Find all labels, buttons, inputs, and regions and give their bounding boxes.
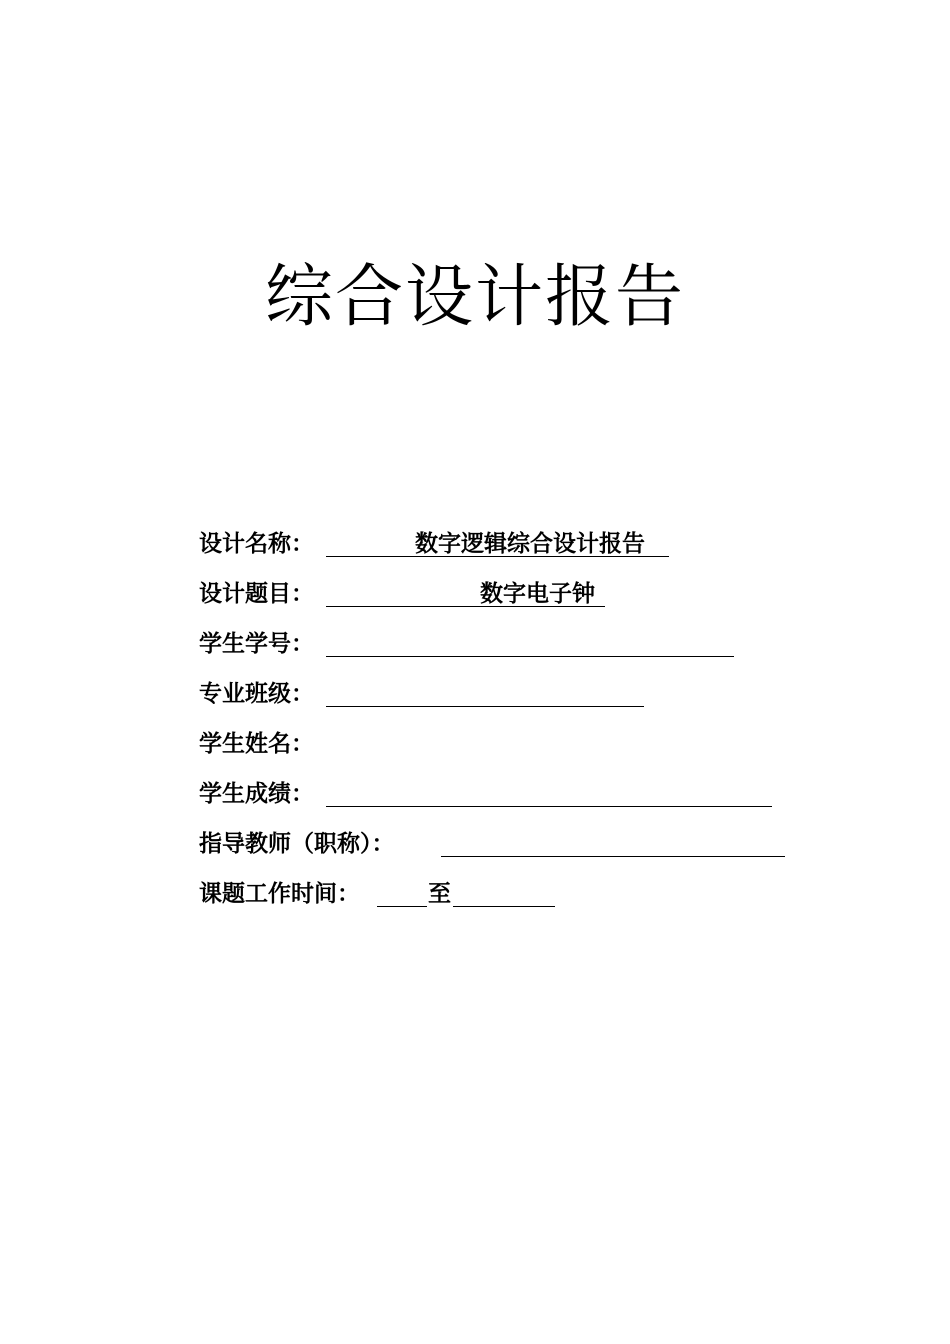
grade-label: 学生成绩： [199, 781, 314, 807]
major-class-label: 专业班级： [199, 681, 314, 707]
work-time-end-underline [453, 878, 555, 907]
field-design-name [199, 528, 799, 562]
student-name-label: 学生姓名： [199, 731, 314, 757]
field-student-id [199, 628, 799, 662]
field-grade [199, 778, 799, 812]
field-student-name [199, 728, 799, 762]
work-time-start-underline [377, 878, 427, 907]
field-major-class [199, 678, 799, 712]
design-name-value: 数字逻辑综合设计报告 [415, 531, 645, 557]
advisor-underline [441, 828, 785, 857]
student-id-label: 学生学号： [199, 631, 314, 657]
report-title: 综合设计报告 [264, 258, 685, 337]
work-time-label: 课题工作时间： [199, 881, 360, 907]
field-design-topic [199, 578, 799, 612]
work-time-separator: 至 [428, 881, 451, 907]
grade-underline [326, 778, 772, 807]
design-name-label: 设计名称： [199, 531, 314, 557]
field-advisor [199, 828, 799, 862]
advisor-label: 指导教师（职称）： [199, 831, 395, 857]
design-topic-value: 数字电子钟 [480, 581, 595, 607]
major-class-underline [326, 678, 644, 707]
field-work-time [199, 878, 799, 912]
design-topic-label: 设计题目： [199, 581, 314, 607]
student-id-underline [326, 628, 734, 657]
